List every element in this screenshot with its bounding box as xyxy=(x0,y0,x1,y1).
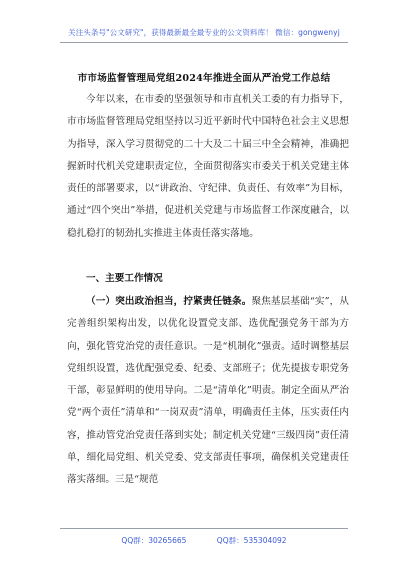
subsection-body: 聚焦基层基础“实”，从完善组织架构出发，以优化设置党支部、选优配强党务干部为方向，强化管党治党的责任意识。一是“机制化”强责。适时调整基层党组织设置，选优配强党委、纪委、支部班子；优先提拔专职党务干部，彰显鲜明的使用导向。二是“清单化”明责。制定全面从严治党“两个责任”清单和“一岗双责”清单，明确责任主体，压实责任内容，推动管党治党责任落到实处；制定机关党建“三级四岗”责任清单，细化局党组、机关党委、党支部责任事项，确保机关党建责任落实落细。三是“规范 xyxy=(67,296,350,486)
document-title: 市市场监督管理局党组2024年推进全面从严治党工作总结 xyxy=(77,73,331,84)
subsection-paragraph xyxy=(67,291,349,492)
header-banner: 关注头条号"公文研究"，获得最新最全最专业的公文资料库！ 微信：gongwenyj xyxy=(68,28,340,37)
footer xyxy=(0,535,408,546)
subsection-heading: （一）突出政治担当，拧紧责任链条。 xyxy=(86,296,252,307)
intro-paragraph: 今年以来，在市委的坚强领导和市直机关工委的有力指导下，市市场监督管理局党组坚持以习近平新时代中国特色社会主义思想为指导，深入学习贯彻党的二十大及二十届三中全会精神，准确把握新时代机关党建职责定位，全面贯彻落实市委关于机关党建主体责任的部署要求，以“讲政治、守纪律、负责任、有效率”为目标，通过“四个突出”举措，促进机关党建与市场监督工作深度融合，以稳扎稳打的韧劲扎实推进主体责任落实落地。 xyxy=(67,94,349,239)
footer-divider xyxy=(60,528,348,529)
header-divider xyxy=(60,42,348,43)
footer-qq-left: QQ群：30265665 xyxy=(121,536,187,545)
section-heading: 一、主要工作情况 xyxy=(86,273,163,284)
footer-qq-right: QQ群：535304092 xyxy=(216,536,287,545)
